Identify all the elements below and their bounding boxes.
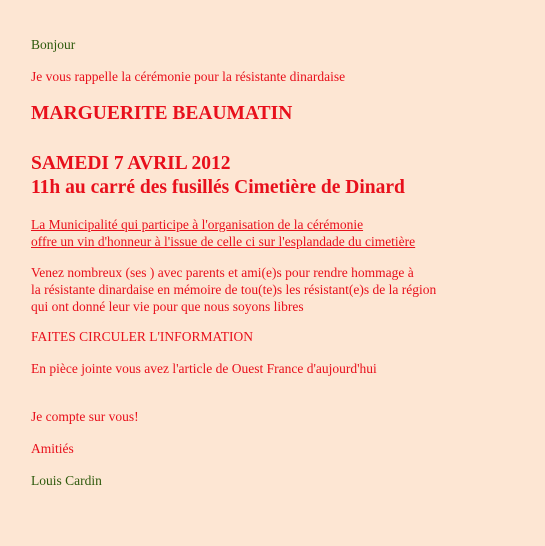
closing: Amitiés xyxy=(31,441,74,456)
municipality-line-2: offre un vin d'honneur à l'issue de celle ci sur l'esplandade du cimetière xyxy=(31,234,416,249)
circulate-notice: FAITES CIRCULER L'INFORMATION xyxy=(31,329,253,344)
invite-line-3: qui ont donné leur vie pour que nous soyons libres xyxy=(31,299,304,314)
invite-line-1: Venez nombreux (ses ) avec parents et ami(e)s pour rendre hommage à xyxy=(31,265,414,280)
honoree-name: MARGUERITE BEAUMATIN xyxy=(31,103,293,124)
invite-line-2: la résistante dinardaise en mémoire de tou(te)s les résistant(e)s de la région xyxy=(31,282,437,297)
greeting: Bonjour xyxy=(31,37,76,52)
ceremony-place: 11h au carré des fusillés Cimetière de Dinard xyxy=(31,177,405,198)
signature: Louis Cardin xyxy=(31,473,102,488)
intro-text: Je vous rappelle la cérémonie pour la résistante dinardaise xyxy=(31,69,346,84)
municipality-line-1: La Municipalité qui participe à l'organisation de la cérémonie xyxy=(31,217,364,232)
attachment-note: En pièce jointe vous avez l'article de Ouest France d'aujourd'hui xyxy=(31,361,377,376)
count-on-you: Je compte sur vous! xyxy=(31,409,139,424)
ceremony-date: SAMEDI 7 AVRIL 2012 xyxy=(31,153,231,174)
